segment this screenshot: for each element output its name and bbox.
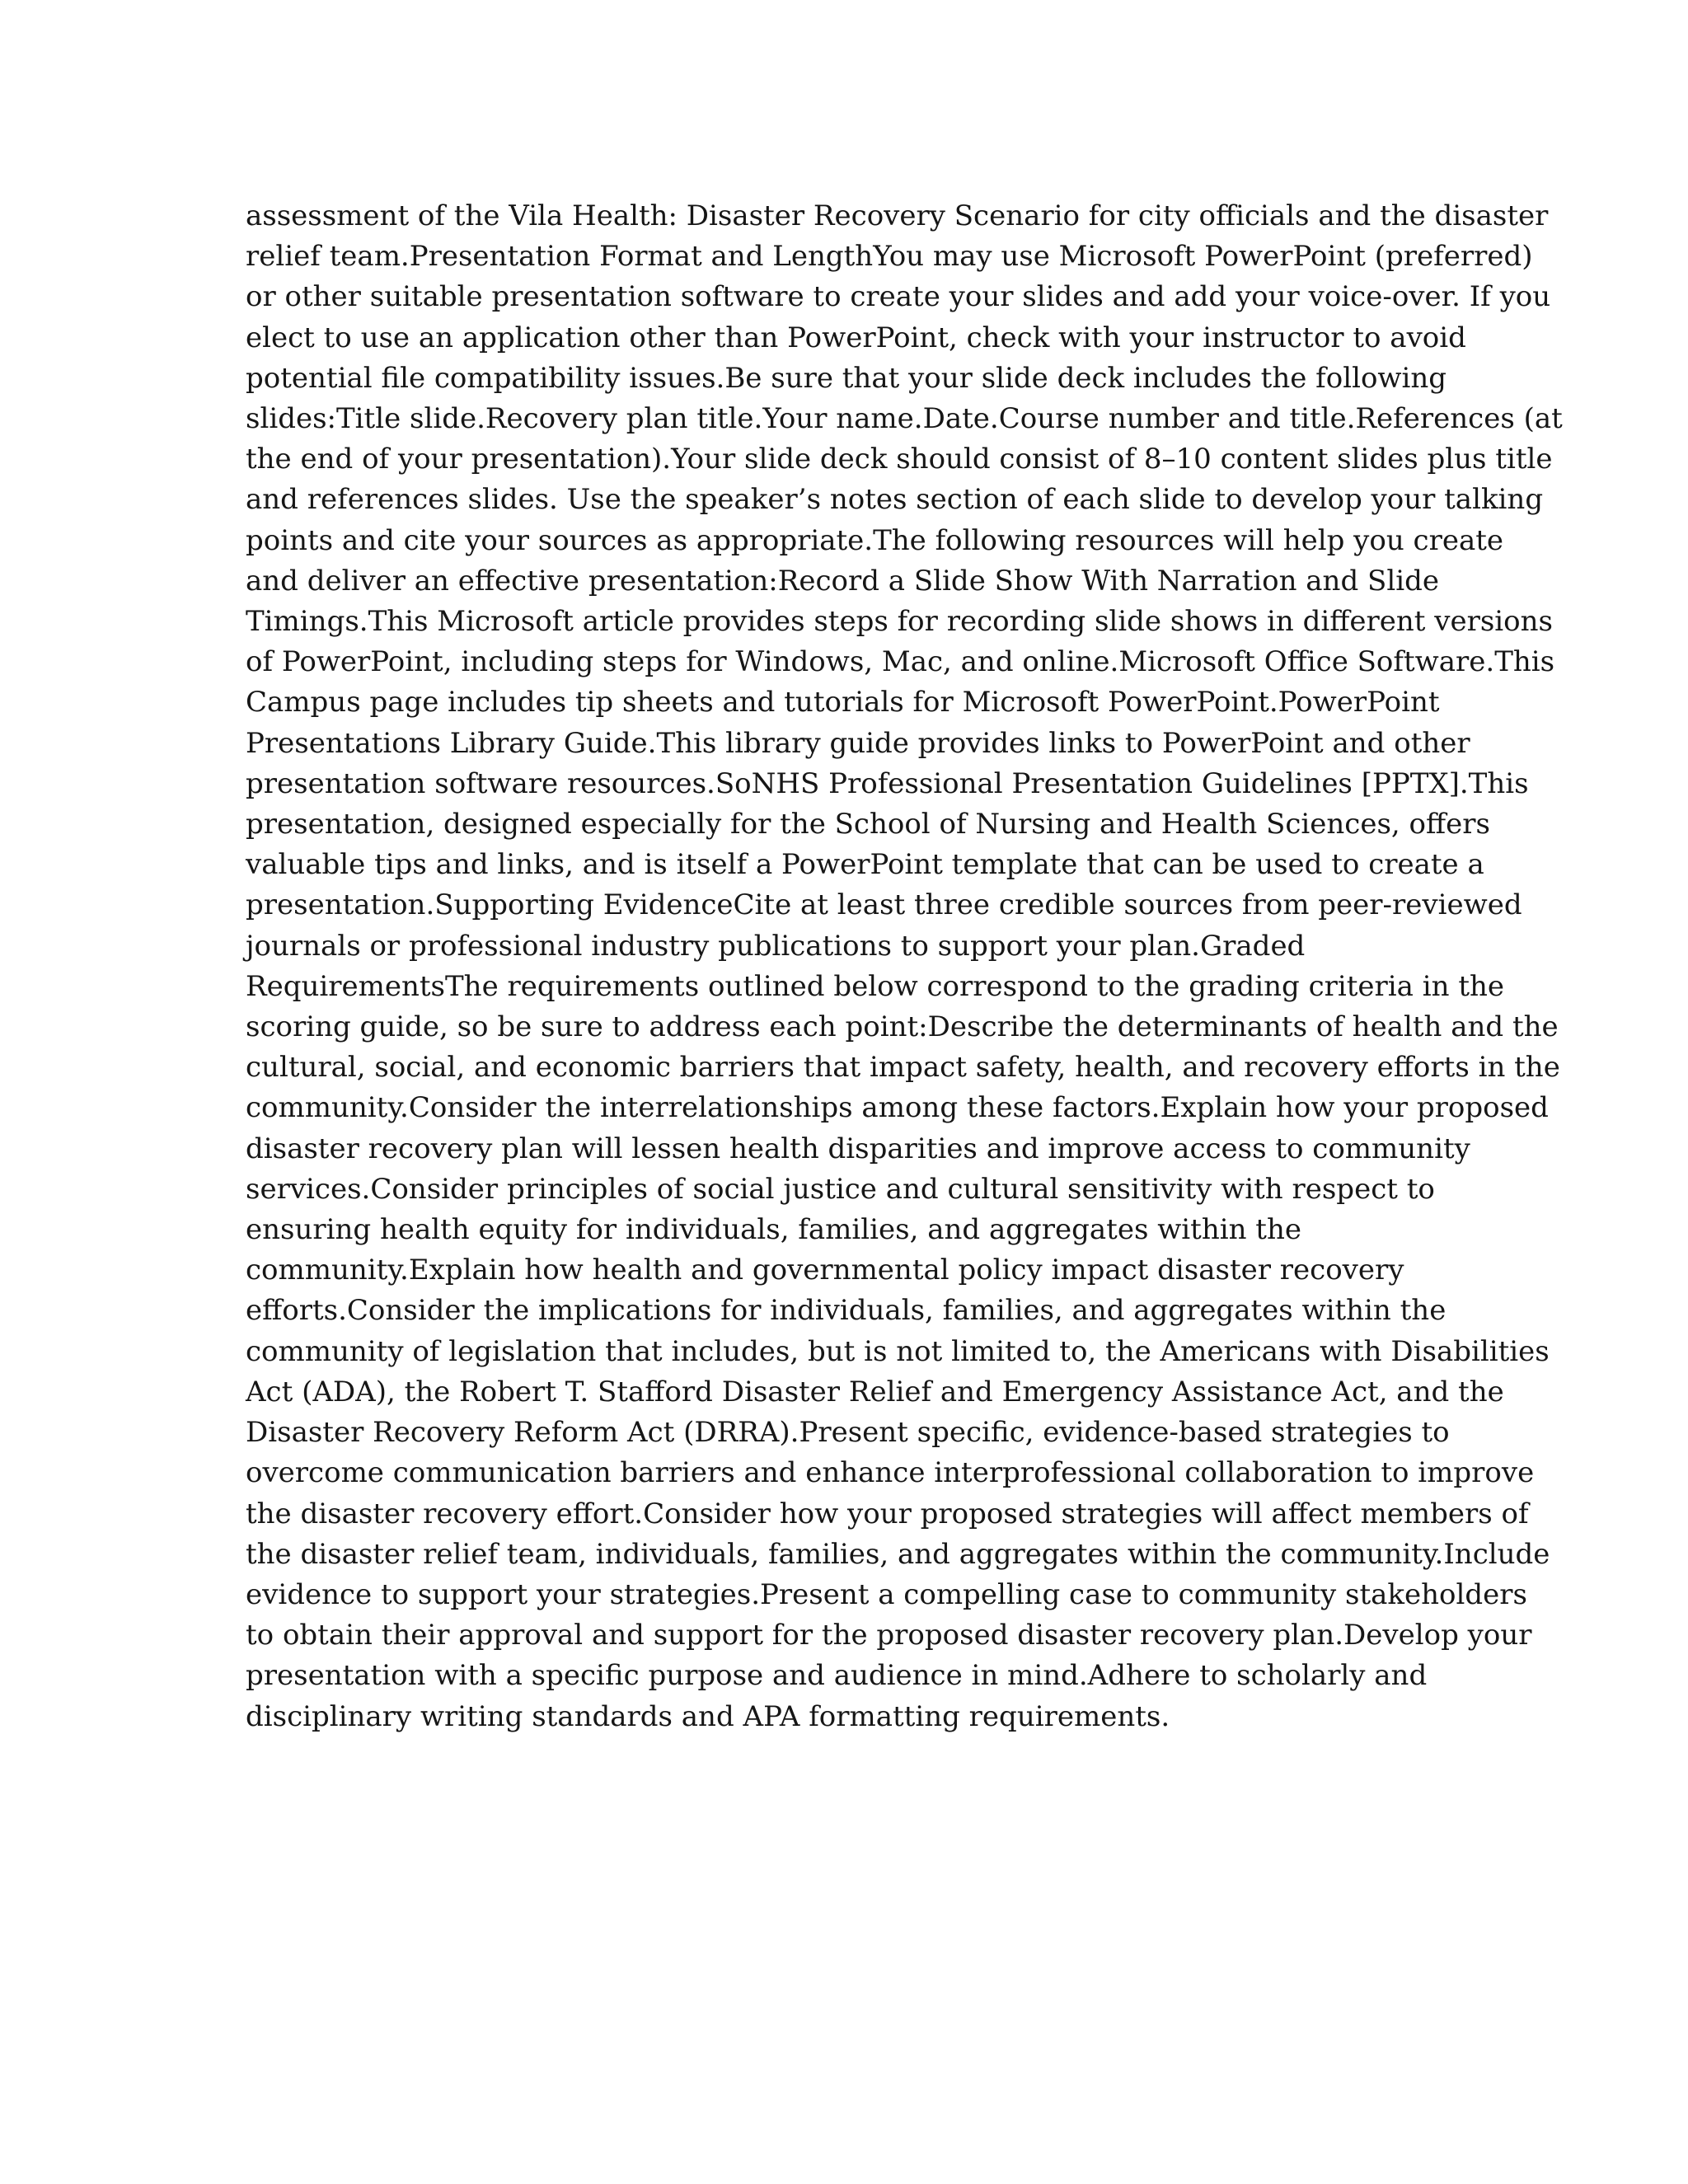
text-line: assessment of the Vila Health: Disaster Recovery Scenario for city officials and the disaster bbox=[246, 199, 1549, 232]
text-line: points and cite your sources as appropriate.The following resources will help you create bbox=[246, 523, 1504, 557]
text-line: the end of your presentation).Your slide deck should consist of 8–10 content slides plus title bbox=[246, 443, 1553, 476]
text-line: elect to use an application other than PowerPoint, check with your instructor to avoid bbox=[246, 321, 1466, 354]
text-line: Disaster Recovery Reform Act (DRRA).Present specific, evidence-based strategies to bbox=[246, 1416, 1450, 1450]
text-line: RequirementsThe requirements outlined below correspond to the grading criteria in the bbox=[246, 969, 1505, 1003]
text-line: efforts.Consider the implications for individuals, families, and aggregates within the bbox=[246, 1294, 1447, 1328]
text-line: presentation.Supporting EvidenceCite at least three credible sources from peer-reviewed bbox=[246, 888, 1522, 922]
text-line: valuable tips and links, and is itself a PowerPoint template that can be used to create a bbox=[246, 848, 1484, 882]
text-line: Timings.This Microsoft article provides steps for recording slide shows in different versions bbox=[246, 605, 1553, 639]
text-line: scoring guide, so be sure to address each point:Describe the determinants of health and the bbox=[246, 1010, 1559, 1044]
text-line: overcome communication barriers and enhance interprofessional collaboration to improve bbox=[246, 1456, 1535, 1490]
text-line: community.Explain how health and governmental policy impact disaster recovery bbox=[246, 1254, 1404, 1287]
text-line: services.Consider principles of social justice and cultural sensitivity with respect to bbox=[246, 1172, 1435, 1206]
text-line: potential file compatibility issues.Be sure that your slide deck includes the following bbox=[246, 361, 1447, 395]
text-line: slides:Title slide.Recovery plan title.Your name.Date.Course number and title.References (at bbox=[246, 402, 1563, 436]
text-line: community.Consider the interrelationships among these factors.Explain how your proposed bbox=[246, 1091, 1549, 1125]
text-line: cultural, social, and economic barriers that impact safety, health, and recovery efforts in the bbox=[246, 1051, 1560, 1085]
text-line: presentation with a specific purpose and audience in mind.Adhere to scholarly and bbox=[246, 1659, 1428, 1693]
text-line: or other suitable presentation software to create your slides and add your voice-over. If you bbox=[246, 280, 1551, 314]
text-line: of PowerPoint, including steps for Windows, Mac, and online.Microsoft Office Software.This bbox=[246, 645, 1555, 679]
text-line: journals or professional industry publications to support your plan.Graded bbox=[246, 929, 1306, 963]
text-line: presentation software resources.SoNHS Professional Presentation Guidelines [PPTX].This bbox=[246, 766, 1529, 800]
text-line: the disaster relief team, individuals, families, and aggregates within the community.Include bbox=[246, 1537, 1550, 1571]
text-line: to obtain their approval and support for the proposed disaster recovery plan.Develop your bbox=[246, 1619, 1532, 1652]
text-line: Presentations Library Guide.This library guide provides links to PowerPoint and other bbox=[246, 726, 1470, 760]
text-line: Act (ADA), the Robert T. Stafford Disaster Relief and Emergency Assistance Act, and the bbox=[246, 1375, 1504, 1408]
text-line: evidence to support your strategies.Present a compelling case to community stakeholders bbox=[246, 1577, 1527, 1611]
text-line: disaster recovery plan will lessen health disparities and improve access to community bbox=[246, 1132, 1470, 1165]
text-line: relief team.Presentation Format and LengthYou may use Microsoft PowerPoint (preferred) bbox=[246, 240, 1533, 274]
text-line: and deliver an effective presentation:Record a Slide Show With Narration and Slide bbox=[246, 564, 1439, 598]
text-line: and references slides. Use the speaker’s notes section of each slide to develop your talking bbox=[246, 483, 1544, 517]
text-line: Campus page includes tip sheets and tutorials for Microsoft PowerPoint.PowerPoint bbox=[246, 686, 1440, 719]
text-line: the disaster recovery effort.Consider how your proposed strategies will affect members of bbox=[246, 1497, 1529, 1530]
text-line: ensuring health equity for individuals, families, and aggregates within the bbox=[246, 1213, 1301, 1247]
text-line: disciplinary writing standards and APA formatting requirements. bbox=[246, 1699, 1170, 1733]
text-line: presentation, designed especially for the School of Nursing and Health Sciences, offers bbox=[246, 808, 1490, 841]
body-paragraph bbox=[246, 196, 1563, 1737]
text-line: community of legislation that includes, but is not limited to, the Americans with Disabilities bbox=[246, 1334, 1550, 1368]
